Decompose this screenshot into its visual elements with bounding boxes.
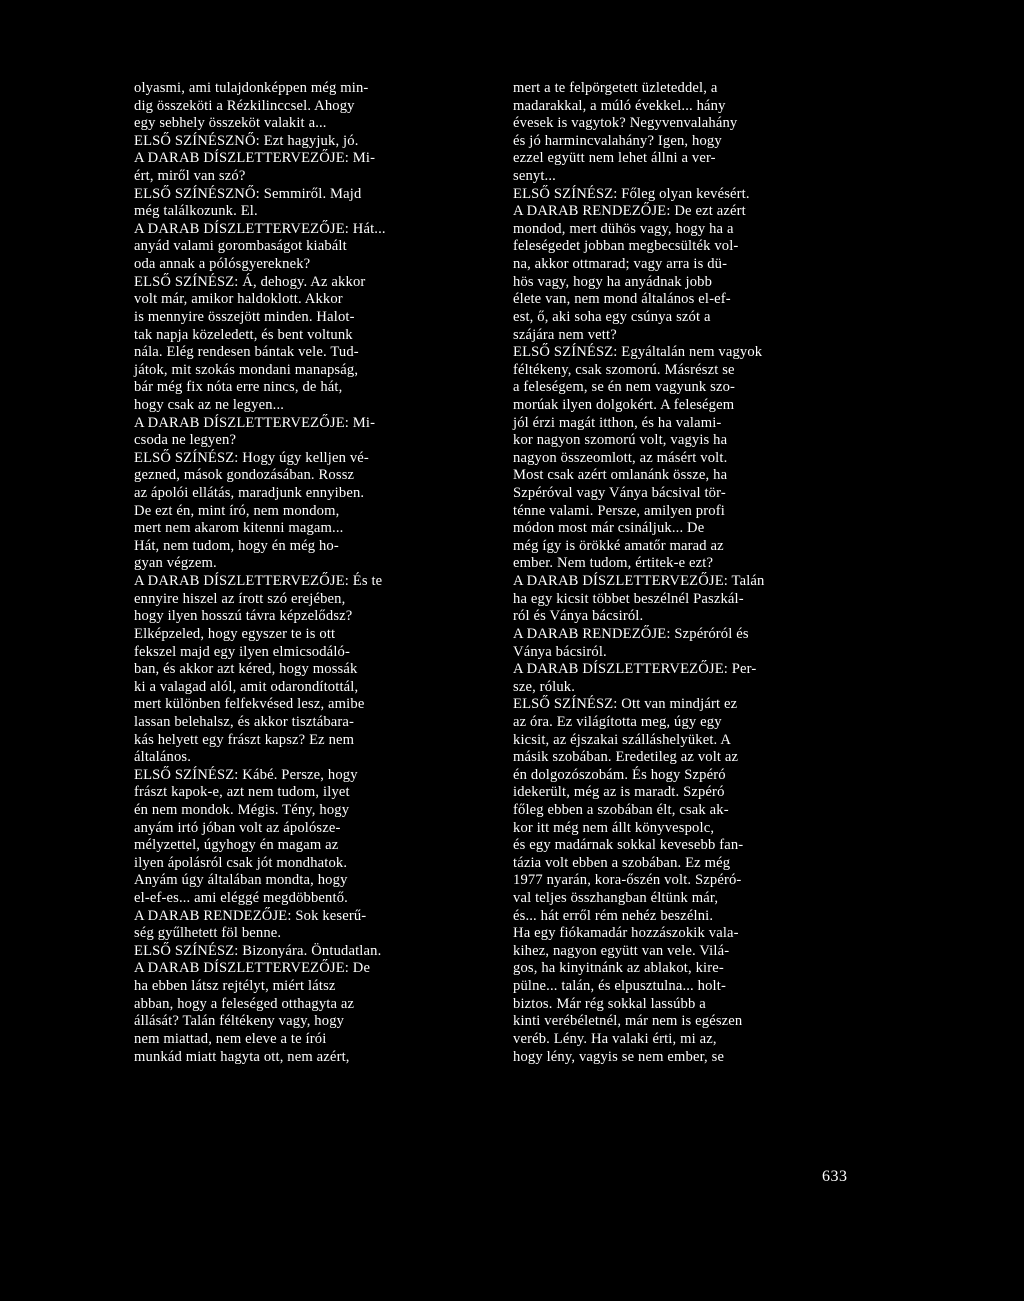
text-line: A DARAB RENDEZŐJE: De ezt azért [513,203,746,220]
text-line: dig összeköti a Rézkilinccsel. Ahogy [134,97,355,114]
text-line: munkád miatt hagyta ott, nem azért, [134,1048,350,1065]
text-line: ELSŐ SZÍNÉSZ: Bizonyára. Öntudatlan. [134,942,382,959]
text-line: idekerült, még az is maradt. Szpéró [513,784,725,801]
text-line: est, ő, aki soha egy csúnya szót a [513,308,711,325]
text-line: biztos. Már rég sokkal lassúbb a [513,995,706,1012]
text-line: hogy lény, vagyis se nem ember, se [513,1048,725,1065]
text-line: 1977 nyarán, kora-őszén volt. Szpéró- [513,872,742,889]
text-line: Elképzeled, hogy egyszer te is ott [134,625,336,642]
text-line: általános. [134,749,192,766]
text-line: A DARAB DÍSZLETTERVEZŐJE: Hát... [134,220,386,237]
left-text-column [134,80,474,1066]
text-line: el-ef-es... ami eléggé megdöbbentő. [134,890,348,907]
text-line: ember. Nem tudom, értitek-e ezt? [513,555,714,572]
text-line: kor nagyon szomorú volt, vagyis ha [513,432,728,449]
text-line: volt már, amikor haldoklott. Akkor [134,291,343,308]
text-line: Ha egy fiókamadár hozzászokik vala- [513,925,739,942]
text-line: veréb. Lény. Ha valaki érti, mi az, [513,1030,717,1047]
text-line: na, akkor ottmarad; vagy arra is dü- [513,256,728,273]
text-line: nála. Elég rendesen bántak vele. Tud- [134,344,359,361]
text-line: madarakkal, a múló évekkel... hány [513,97,726,114]
text-line: hogy ilyen hosszú távra képzelődsz? [134,608,353,625]
text-line: is mennyire összejött minden. Halot- [134,308,355,325]
text-line: még találkozunk. El. [134,203,258,220]
text-line: még így is örökké amatőr marad az [513,537,724,554]
text-line: játok, mit szokás mondani manapság, [134,361,359,378]
text-line: az ápolói ellátás, maradjunk ennyiben. [134,485,365,502]
text-line: ELSŐ SZÍNÉSZ: Kábé. Persze, hogy [134,766,358,783]
text-line: ki a valagad alól, amit odarondítottál, [134,678,359,695]
text-line: tak napja közeledett, és bent voltunk [134,326,353,343]
text-line: ség gyűlhetett föl benne. [134,925,282,942]
text-line: az óra. Ez világította meg, úgy egy [513,713,722,730]
text-line: ELSŐ SZÍNÉSZ: Főleg olyan kevésért. [513,185,750,202]
text-line: gos, ha kinyitnánk az ablakot, kire- [513,960,724,977]
text-line: én nem mondok. Mégis. Tény, hogy [134,801,350,818]
text-line: egy sebhely összeköt valakit a... [134,115,327,132]
text-line: jól érzi magát itthon, és ha valami- [513,414,722,431]
text-line: ELSŐ SZÍNÉSZ: Á, dehogy. Az akkor [134,273,366,290]
text-line: csoda ne legyen? [134,432,237,449]
text-line: feleségedet jobban megbecsülték vol- [513,238,739,255]
text-line: és egy madárnak sokkal kevesebb fan- [513,837,744,854]
text-line: a feleségem, se én nem vagyunk szo- [513,379,736,396]
text-line: módon most már csináljuk... De [513,520,705,537]
text-line: élete van, nem mond általános el-ef- [513,291,731,308]
text-line: kor itt még nem állt könyvespolc, [513,819,715,836]
text-line: A DARAB RENDEZŐJE: Sok keserű- [134,907,367,924]
text-line: sze, róluk. [513,678,576,695]
text-line: ért, miről van szó? [134,168,246,185]
text-line: A DARAB DÍSZLETTERVEZŐJE: Per- [513,661,757,678]
text-line: gezned, mások gondozásában. Rossz [134,467,355,484]
page-number: 633 [822,1168,848,1185]
text-line: ról és Ványa bácsiról. [513,608,644,625]
text-line: ELSŐ SZÍNÉSZNŐ: Semmiről. Majd [134,185,362,202]
text-line: gyan végzem. [134,555,217,572]
text-line: A DARAB DÍSZLETTERVEZŐJE: Mi- [134,150,376,167]
text-line: hogy csak az ne legyen... [134,396,285,413]
text-line: állását? Talán féltékeny vagy, hogy [134,1013,345,1030]
text-line: ilyen ápolásról csak jót mondhatok. [134,854,348,871]
text-line: mert különben felfekvésed lesz, amibe [134,696,365,713]
text-line: mert nem akarom kitenni magam... [134,520,344,537]
text-line: nagyon összeomlott, az másért volt. [513,449,728,466]
text-line: ténne valami. Persze, amilyen profi [513,502,725,519]
text-line: és jó harmincvalahány? Igen, hogy [513,132,722,149]
text-line: ennyire hiszel az írott szó erejében, [134,590,346,607]
text-line: szájára nem vett? [513,326,617,343]
text-line: lassan belehalsz, és akkor tisztábara- [134,713,355,730]
text-line: bár még fix nóta erre nincs, de hát, [134,379,343,396]
text-line: ELSŐ SZÍNÉSZ: Egyáltalán nem vagyok [513,344,763,361]
text-line: Szpéróval vagy Ványa bácsival tör- [513,485,726,502]
text-line: kás helyett egy frászt kapsz? Ez nem [134,731,355,748]
text-line: A DARAB DÍSZLETTERVEZŐJE: Mi- [134,414,376,431]
text-line: mondod, mert dühös vagy, hogy ha a [513,220,734,237]
text-line: senyt... [513,168,556,185]
text-line: A DARAB DÍSZLETTERVEZŐJE: Talán [513,573,765,590]
text-line: A DARAB DÍSZLETTERVEZŐJE: És te [134,573,383,590]
text-line: oda annak a pólósgyereknek? [134,256,311,273]
text-line: Hát, nem tudom, hogy én még ho- [134,537,339,554]
text-line: Most csak azért omlanánk össze, ha [513,467,728,484]
text-line: De ezt én, mint író, nem mondom, [134,502,340,519]
text-line: morúak ilyen dolgokért. A feleségem [513,396,735,413]
text-line: fekszel majd egy ilyen elmicsodáló- [134,643,350,660]
text-line: ha egy kicsit többet beszélnél Paszkál- [513,590,744,607]
text-line: és... hát erről rém nehéz beszélni. [513,907,714,924]
right-text-column [513,80,853,1066]
text-line: mélyzettel, úgyhogy én magam az [134,837,339,854]
text-line: ELSŐ SZÍNÉSZ: Hogy úgy kelljen vé- [134,449,369,466]
text-line: A DARAB DÍSZLETTERVEZŐJE: De [134,960,371,977]
text-line: másik szobában. Eredetileg az volt az [513,749,739,766]
text-line: A DARAB RENDEZŐJE: Szpéróról és [513,625,749,642]
text-line: kinti verébéletnél, már nem is egészen [513,1013,743,1030]
text-line: val teljes összhangban éltünk már, [513,890,719,907]
text-line: kihez, nagyon együtt van vele. Vilá- [513,942,730,959]
text-line: anyám irtó jóban volt az ápolósze- [134,819,341,836]
text-line: anyád valami gorombaságot kiabált [134,238,347,255]
text-line: évesek is vagytok? Negyvenvalahány [513,115,738,132]
text-line: ELSŐ SZÍNÉSZ: Ott van mindjárt ez [513,696,738,713]
text-line: ban, és akkor azt kéred, hogy mossák [134,661,358,678]
text-line: hös vagy, hogy ha anyádnak jobb [513,273,713,290]
text-line: ha ebben látsz rejtélyt, miért látsz [134,978,336,995]
text-line: nem miattad, nem eleve a te írói [134,1030,327,1047]
text-line: Anyám úgy általában mondta, hogy [134,872,348,889]
text-line: abban, hogy a feleséged otthagyta az [134,995,355,1012]
text-line: ELSŐ SZÍNÉSZNŐ: Ezt hagyjuk, jó. [134,132,359,149]
text-line: főleg ebben a szobában élt, csak ak- [513,801,729,818]
text-line: féltékeny, csak szomorú. Másrészt se [513,361,735,378]
text-line: olyasmi, ami tulajdonképpen még min- [134,80,369,96]
text-line: én dolgozószobám. És hogy Szpéró [513,766,726,783]
text-line: mert a te felpörgetett üzleteddel, a [513,80,718,96]
text-line: kicsit, az éjszakai szálláshelyüket. A [513,731,732,748]
text-line: pülne... talán, és elpusztulna... holt- [513,978,726,995]
text-line: frászt kapok-e, azt nem tudom, ilyet [134,784,350,801]
text-line: Ványa bácsiról. [513,643,607,660]
text-line: ezzel együtt nem lehet állni a ver- [513,150,716,167]
text-line: tázia volt ebben a szobában. Ez még [513,854,731,871]
